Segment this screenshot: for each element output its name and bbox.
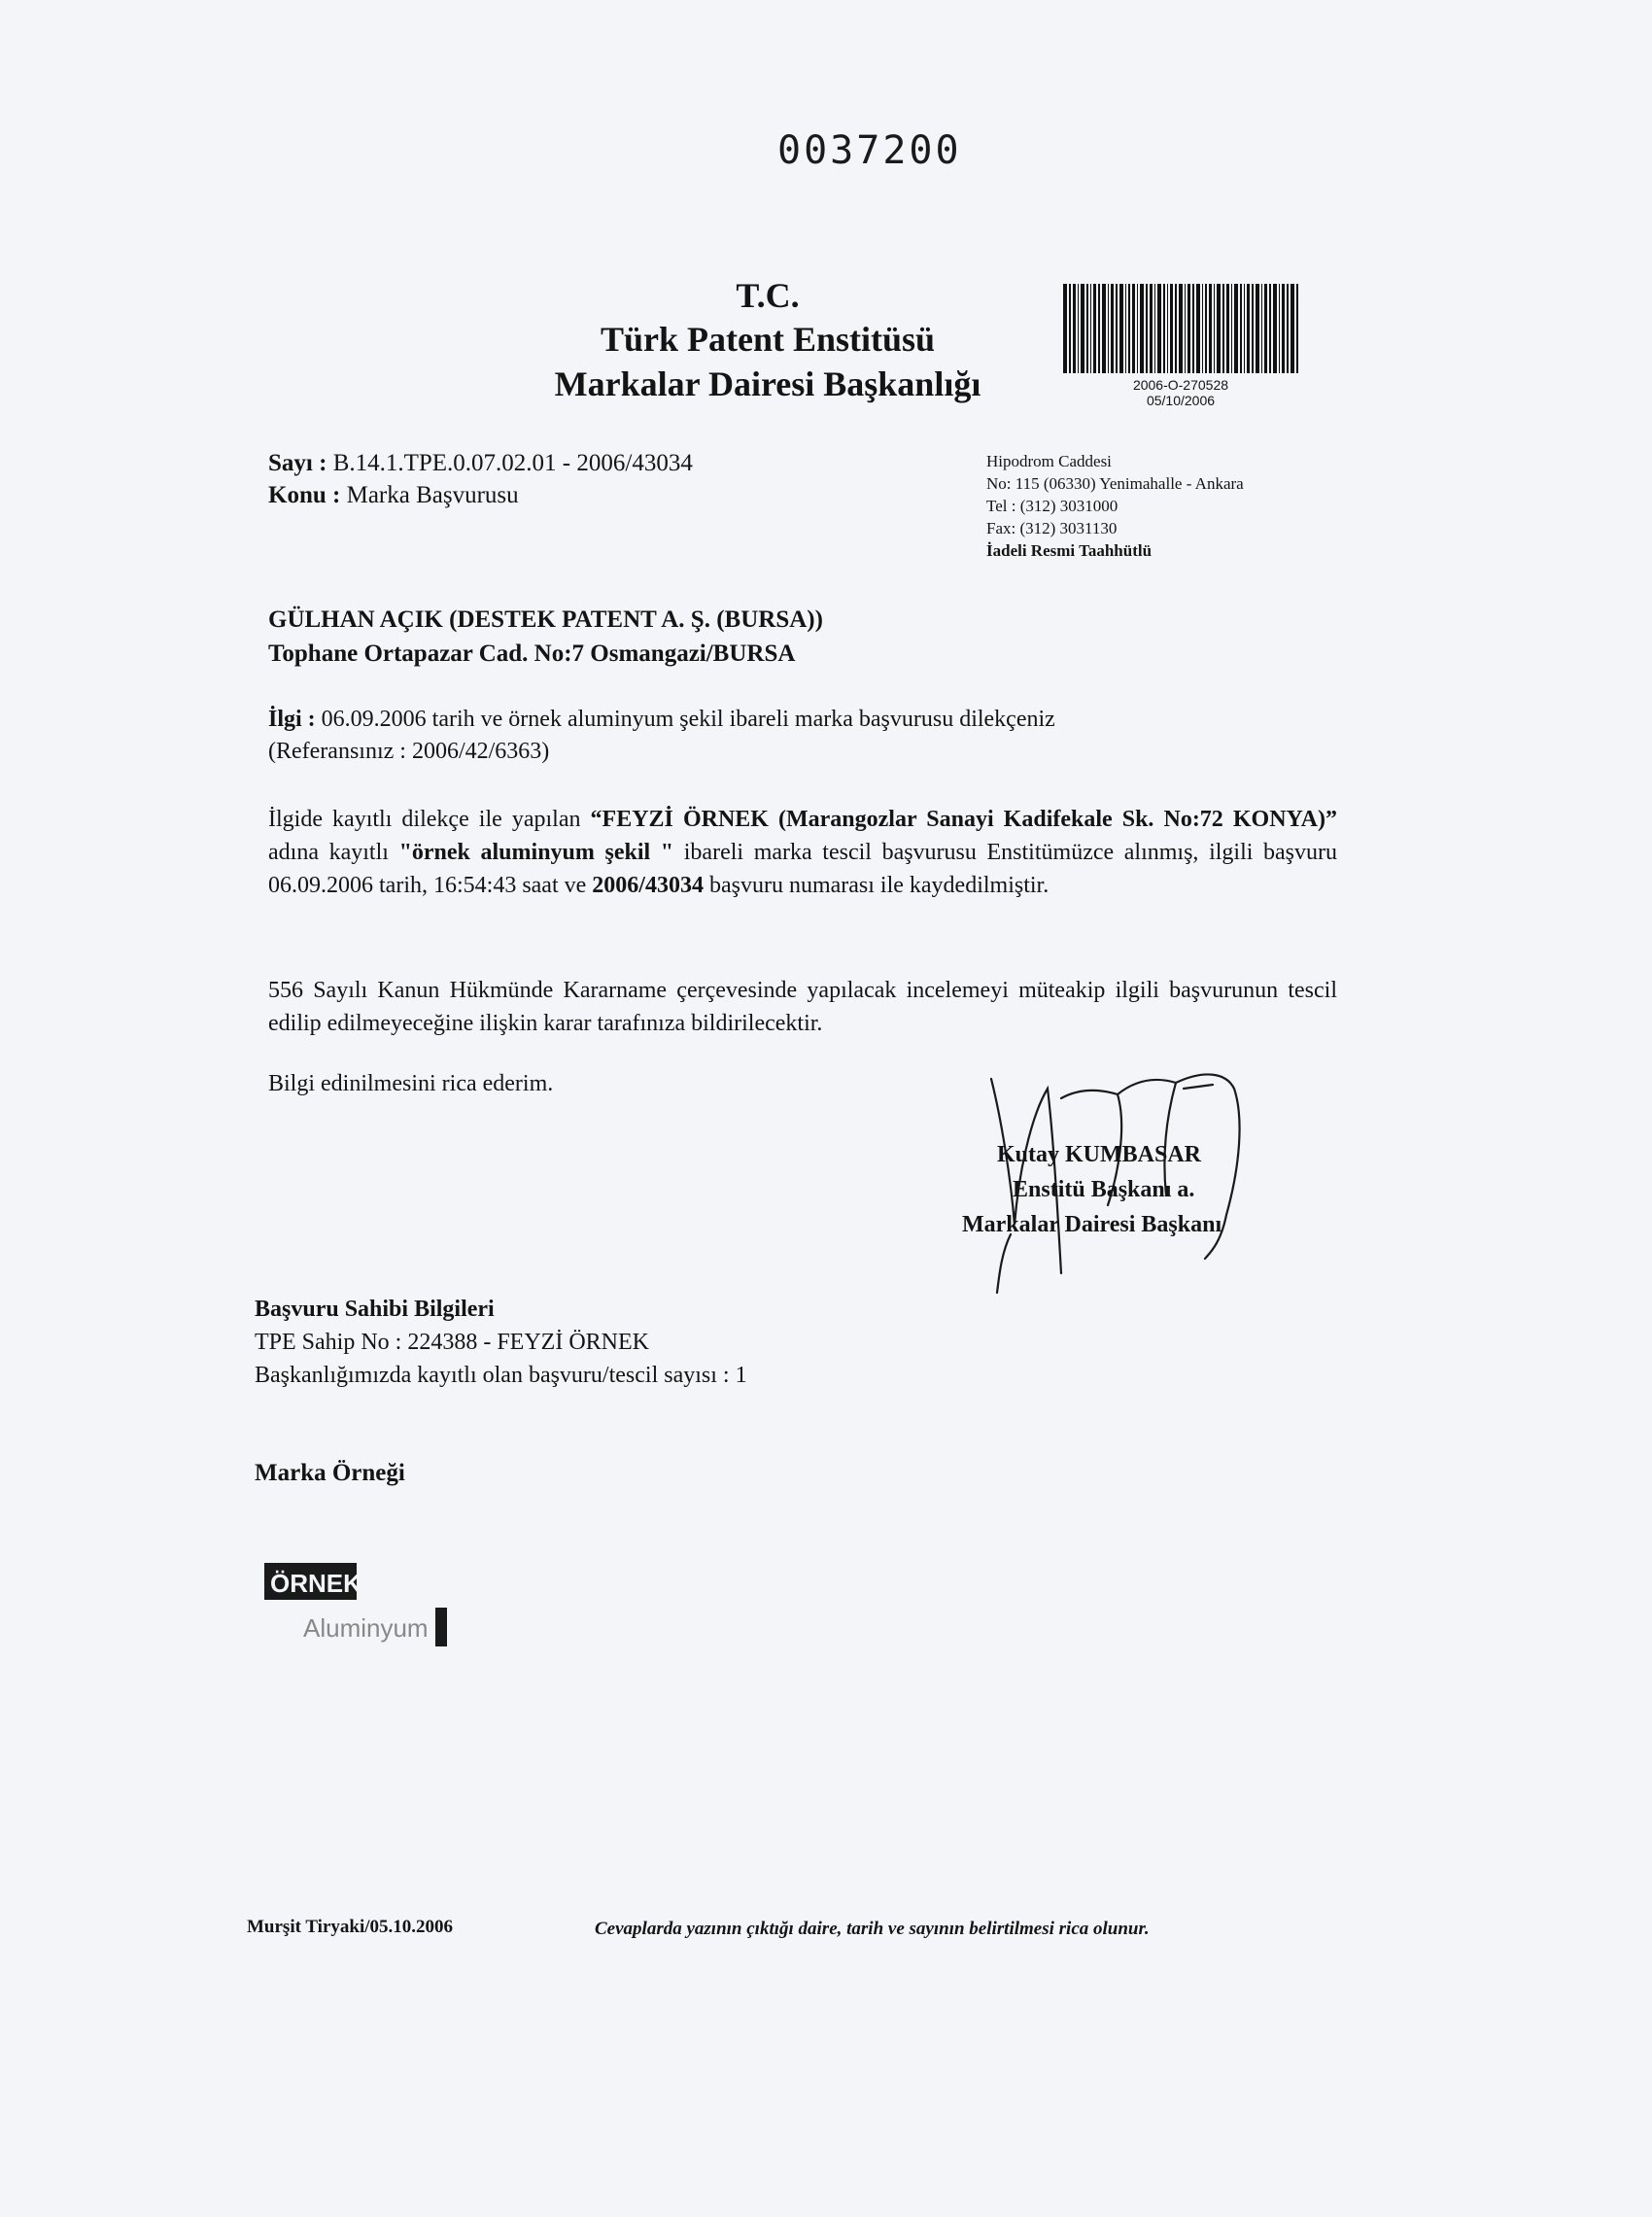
p1-part-g: başvuru numarası ile kaydedilmiştir. [703, 873, 1050, 898]
applicant-heading: Başvuru Sahibi Bilgileri [255, 1297, 495, 1322]
address-fax: Fax: (312) 3031130 [986, 519, 1118, 537]
body-paragraph-3: Bilgi edinilmesini rica ederim. [268, 1071, 554, 1096]
barcode-block [1059, 284, 1302, 408]
footer-preparer: Murşit Tiryaki/05.10.2006 [247, 1917, 454, 1937]
address-street: Hipodrom Caddesi [986, 452, 1112, 470]
letterhead [466, 274, 1069, 406]
konu-line [268, 479, 693, 511]
letterhead-line-tc: T.C. [736, 276, 800, 315]
barcode-number: 2006-O-270528 [1132, 377, 1229, 393]
konu-value: Marka Başvurusu [346, 482, 519, 508]
ilgi-line [268, 704, 1337, 736]
reference-block [268, 447, 693, 511]
applicant-owner-no: TPE Sahip No : 224388 - FEYZİ ÖRNEK [255, 1330, 649, 1355]
address-delivery-note: İadeli Resmi Taahhütlü [986, 541, 1153, 560]
p1-applicant: “FEYZİ ÖRNEK (Marangozlar Sanayi Kadifekale Sk. No:72 KONYA)” [590, 807, 1337, 832]
institute-address [986, 450, 1244, 562]
signatory-block [962, 1137, 1312, 1242]
p1-part-e: ibareli marka tescil başvurusu Enstitümüzce alınmış, ilgili başvuru 06.09.2006 tarih, 16:54:43 saat ve [268, 840, 1338, 898]
address-tel: Tel : (312) 3031000 [986, 497, 1119, 515]
ilgi-reference: (Referansınız : 2006/42/6363) [268, 739, 550, 764]
ilgi-label: İlgi : [268, 707, 316, 732]
ilgi-text: 06.09.2006 tarih ve örnek aluminyum şekil ibareli marka başvurusu dilekçeniz [321, 707, 1055, 732]
barcode-date: 05/10/2006 [1146, 393, 1216, 408]
ilgi-block [268, 704, 1337, 768]
body-paragraph-2: 556 Sayılı Kanun Hükmünde Kararname çerçevesinde yapılacak incelemeyi müteakip ilgili başvurunun tescil edilip edilmeyeceğine ilişkin karar tarafınıza bildirilecektir. [268, 978, 1337, 1036]
recipient-block [268, 603, 823, 671]
p1-part-a: İlgide kayıtlı dilekçe ile yapılan [268, 807, 591, 832]
applicant-count: Başkanlığımızda kayıtlı olan başvuru/tescil sayısı : 1 [255, 1363, 747, 1388]
sayi-label: Sayı : [268, 450, 327, 476]
svg-text:Aluminyum: Aluminyum [303, 1613, 429, 1643]
konu-label: Konu : [268, 482, 341, 508]
p1-application-number: 2006/43034 [592, 873, 704, 898]
applicant-info [255, 1293, 747, 1392]
letterhead-institute: Türk Patent Enstitüsü [600, 320, 936, 359]
body-paragraph-1 [268, 803, 1337, 902]
address-number: No: 115 (06330) Yenimahalle - Ankara [986, 474, 1244, 493]
signatory-department: Markalar Dairesi Başkanı [962, 1212, 1222, 1237]
footer-note: Cevaplarda yazının çıktığı daire, tarih ve sayının belirtilmesi rica olunur. [595, 1919, 1150, 1939]
letterhead-department: Markalar Dairesi Başkanlığı [554, 364, 981, 403]
sayi-line [268, 447, 693, 479]
document-number: 0037200 [777, 128, 962, 173]
recipient-name: GÜLHAN AÇIK (DESTEK PATENT A. Ş. (BURSA)) [268, 606, 823, 633]
p1-part-c: adına kayıtlı [268, 840, 399, 865]
mark-sample-label: Marka Örneği [255, 1460, 405, 1486]
recipient-address: Tophane Ortapazar Cad. No:7 Osmangazi/BURSA [268, 641, 796, 667]
mark-logo-icon [264, 1561, 459, 1648]
svg-text:ÖRNEK: ÖRNEK [270, 1569, 361, 1598]
p1-mark-name: "örnek aluminyum şekil " [398, 840, 674, 865]
barcode-icon [1059, 284, 1302, 373]
sayi-value: B.14.1.TPE.0.07.02.01 - 2006/43034 [332, 450, 693, 476]
signatory-title: Enstitü Başkanı a. [1013, 1177, 1195, 1202]
signatory-name: Kutay KUMBASAR [997, 1142, 1202, 1167]
